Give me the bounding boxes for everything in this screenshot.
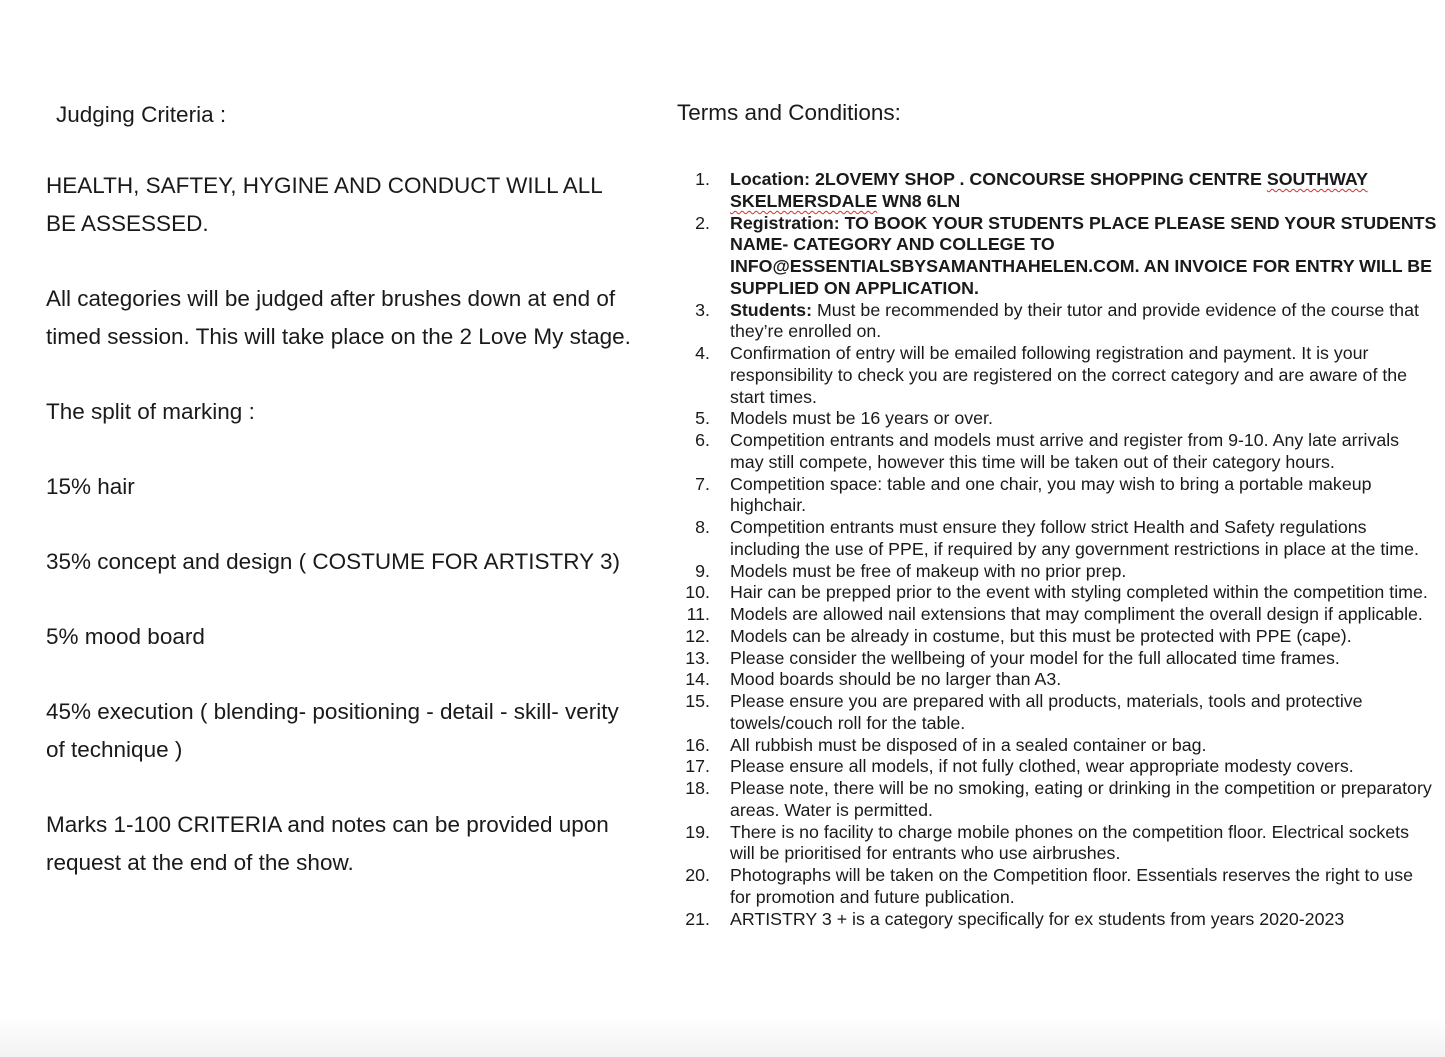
term-number: 14.: [685, 669, 710, 690]
term-number: 11.: [686, 604, 710, 624]
term-text: Registration: TO BOOK YOUR STUDENTS PLACE PLEASE SEND YOUR STUDENTS NAME- CATEGORY AND COLLEGE TO INFO@ESSENTIALSBYSAMANTHAHELEN.COM. AN INVOICE FOR ENTRY WILL BE SUPPLIED ON APPLICATION.: [730, 212, 1437, 298]
term-text: All rubbish must be disposed of in a sealed container or bag.: [730, 734, 1207, 755]
location-lead: Location: 2LOVEMY SHOP . CONCOURSE SHOPPING CENTRE: [730, 169, 1262, 189]
spellcheck-word: SKELMERSDALE: [730, 190, 878, 211]
terms-column: [677, 96, 1437, 930]
term-number: 3.: [695, 299, 710, 320]
closing-note: Marks 1-100 CRITERIA and notes can be provided upon request at the end of the show.: [46, 812, 609, 875]
term-item: [677, 517, 1437, 561]
term-item: [677, 169, 1437, 213]
term-item: [677, 735, 1437, 757]
term-number: 9.: [695, 560, 710, 581]
term-number: 1.: [695, 169, 710, 189]
term-text: Competition entrants and models must arrive and register from 9-10. Any late arrivals may still compete, however this time will be taken out of their category hours.: [730, 430, 1400, 472]
term-item: [677, 430, 1437, 474]
spellcheck-word: SOUTHWAY: [1266, 169, 1368, 189]
term-item: [677, 756, 1437, 778]
term-item: [677, 343, 1437, 408]
term-number: 7.: [695, 473, 710, 494]
term-number: 10.: [685, 582, 710, 603]
term-text: Models are allowed nail extensions that may compliment the overall design if applicable.: [730, 604, 1423, 624]
term-number: 16.: [685, 734, 710, 755]
term-item: [677, 648, 1437, 670]
health-notice: HEALTH, SAFTEY, HYGINE AND CONDUCT WILL ALL BE ASSESSED.: [46, 173, 602, 236]
term-text: Models must be free of makeup with no prior prep.: [730, 560, 1127, 581]
term-text: Models must be 16 years or over.: [730, 408, 993, 429]
term-item: [677, 213, 1437, 300]
term-number: 8.: [695, 517, 710, 537]
term-item: [677, 669, 1437, 691]
mark-item-hair: 15% hair: [46, 474, 135, 499]
term-number: 15.: [685, 691, 710, 711]
term-item: [677, 561, 1437, 583]
term-item: [677, 626, 1437, 648]
term-text: Please ensure you are prepared with all products, materials, tools and protective towels/couch roll for the table.: [730, 691, 1363, 733]
term-number: 19.: [685, 821, 710, 842]
location-tail: WN8 6LN: [882, 190, 961, 211]
term-text: [730, 169, 1368, 211]
term-item: [677, 300, 1437, 344]
term-label: Students:: [730, 299, 812, 320]
judging-criteria-column: [46, 96, 636, 919]
term-text: Please note, there will be no smoking, eating or drinking in the competition or preparatory areas. Water is permitted.: [730, 778, 1432, 820]
mark-item-execution: 45% execution ( blending- positioning - detail - skill- verity of technique ): [46, 699, 619, 762]
term-text: ARTISTRY 3 + is a category specifically for ex students from years 2020-2023: [730, 908, 1345, 929]
term-number: 20.: [685, 865, 710, 885]
mark-item-mood-board: 5% mood board: [46, 624, 205, 649]
term-body: Must be recommended by their tutor and provide evidence of the course that they’re enrolled on.: [730, 299, 1419, 342]
term-item: [677, 408, 1437, 430]
term-text: Hair can be prepped prior to the event with styling completed within the competition time.: [730, 582, 1428, 603]
term-text: Please consider the wellbeing of your model for the full allocated time frames.: [730, 647, 1340, 668]
term-number: 21.: [685, 908, 710, 929]
judging-info: All categories will be judged after brushes down at end of timed session. This will take place on the 2 Love My stage.: [46, 286, 631, 349]
term-item: [677, 474, 1437, 518]
term-item: [677, 865, 1437, 909]
term-item: [677, 691, 1437, 735]
split-heading: The split of marking :: [46, 399, 255, 424]
term-number: 5.: [695, 408, 710, 429]
term-number: 12.: [685, 625, 710, 646]
terms-list: [677, 169, 1437, 930]
term-item: [677, 582, 1437, 604]
judging-criteria-heading: Judging Criteria :: [56, 102, 227, 127]
mark-item-concept: 35% concept and design ( COSTUME FOR ARTISTRY 3): [46, 549, 620, 574]
term-text: Competition space: table and one chair, you may wish to bring a portable makeup highchair.: [730, 473, 1372, 516]
term-text: There is no facility to charge mobile phones on the competition floor. Electrical sockets will be prioritised for entrants who use airbrushes.: [730, 821, 1409, 864]
term-item: [677, 778, 1437, 822]
page-bottom-shadow: [0, 1017, 1445, 1057]
term-number: 17.: [685, 756, 710, 777]
term-text: Please ensure all models, if not fully clothed, wear appropriate modesty covers.: [730, 756, 1354, 777]
term-number: 4.: [695, 343, 710, 363]
term-item: [677, 909, 1437, 931]
term-item: [677, 822, 1437, 866]
term-text: Mood boards should be no larger than A3.: [730, 669, 1062, 690]
term-number: 13.: [685, 647, 710, 668]
term-text: Photographs will be taken on the Competition floor. Essentials reserves the right to use for promotion and future publication.: [730, 865, 1413, 907]
term-number: 2.: [695, 212, 710, 233]
term-text: Models can be already in costume, but this must be protected with PPE (cape).: [730, 625, 1352, 646]
term-number: 6.: [695, 430, 710, 450]
term-number: 18.: [685, 778, 710, 798]
term-text: [730, 300, 1419, 342]
term-item: [677, 604, 1437, 626]
term-text: Confirmation of entry will be emailed following registration and payment. It is your responsibility to check you are registered on the correct category and are aware of the start times.: [730, 343, 1408, 407]
term-text: Competition entrants must ensure they follow strict Health and Safety regulations including the use of PPE, if required by any government restrictions in place at the time.: [730, 517, 1419, 559]
terms-heading: Terms and Conditions:: [677, 100, 901, 125]
